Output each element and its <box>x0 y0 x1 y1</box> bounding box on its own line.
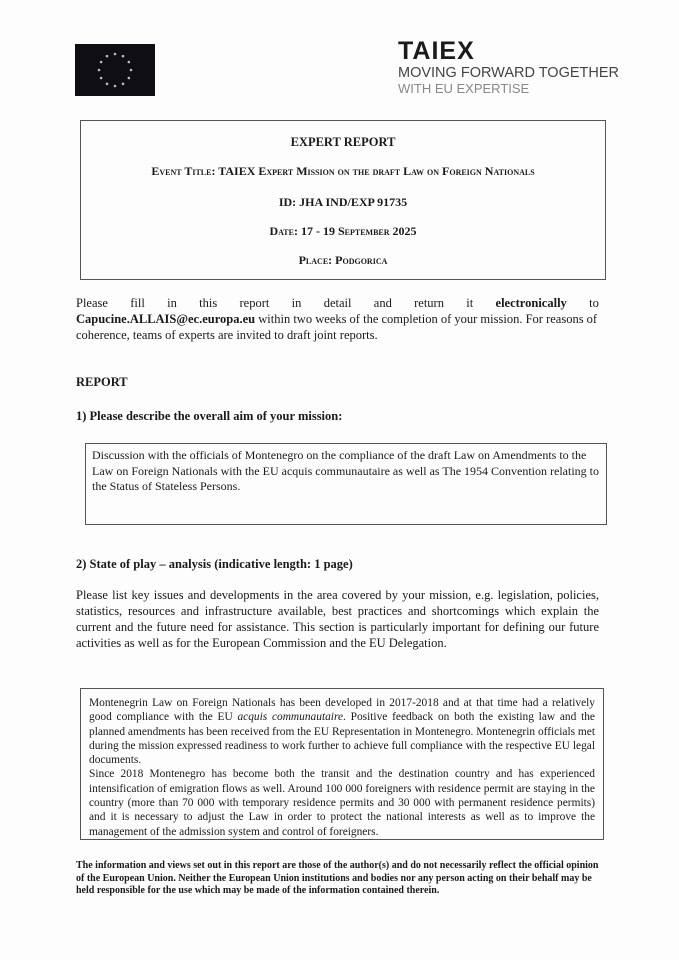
section2-answer-box <box>80 688 604 840</box>
event-title-label: Event Title: <box>151 164 216 178</box>
intro-word: this <box>199 296 218 310</box>
report-header-box <box>80 120 606 280</box>
intro-word: detail <box>323 296 352 310</box>
acquis-italic: acquis communautaire <box>237 711 344 724</box>
flag-star <box>100 61 103 64</box>
section2-answer-p2: Since 2018 Montenegro has become both the transit and the destination country and has experienced intensification of emigration flows as well. Around 100 000 foreigners with residence permit are staying in the country (more than 70 000 with temporary residence permits and 30 000 with permanent residence permits) and it is necessary to adjust the Law in order to protect the national interests as well as to improve the management of the admission system and control of foreigners. <box>89 768 595 838</box>
flag-star <box>106 55 109 58</box>
intro-first-line <box>76 295 599 311</box>
flag-star <box>122 83 125 86</box>
eu-flag-icon <box>75 44 155 96</box>
flag-star <box>130 69 133 72</box>
intro-word: to <box>589 296 599 310</box>
event-id: ID: JHA IND/EXP 91735 <box>278 195 408 209</box>
report-heading: REPORT <box>76 375 128 389</box>
intro-word: Please <box>76 296 108 310</box>
flag-star <box>114 85 117 88</box>
flag-star <box>106 83 109 86</box>
event-place-line <box>81 253 605 268</box>
date-value: 17 - 19 September 2025 <box>300 224 417 238</box>
section2-answer-p1: Montenegrin Law on Foreign Nationals has been developed in 2017-2018 and at that time had a relatively good compliance with the EU acquis communautaire. Positive feedback on both the existing law and the planned amendments has been received from the EU Representation in Montenegro. Montenegrin officials met during the mission expressed readiness to work further to achieve full compliance with the respective EU legal documents. <box>89 697 595 767</box>
flag-star <box>98 69 101 72</box>
section1-heading: 1) Please describe the overall aim of your mission: <box>76 409 343 423</box>
place-value: Podgorica <box>335 253 388 267</box>
place-label: Place: <box>298 253 333 267</box>
flag-star <box>128 77 131 80</box>
disclaimer: The information and views set out in this report are those of the author(s) and do not necessarily reflect the official opinion of the European Union. Neither the European Union institutions and bodies nor any person acting on their behalf may be held responsible for the use which may be made of the information contained therein. <box>76 860 599 896</box>
intro-word: in <box>167 296 177 310</box>
event-date-line <box>81 224 605 239</box>
intro-word: it <box>466 296 474 310</box>
event-title-value: TAIEX Expert Mission on the draft Law on Foreign Nationals <box>218 164 535 178</box>
intro-word: fill <box>130 296 145 310</box>
brand-tagline-2: WITH EU EXPERTISE <box>398 81 530 96</box>
flag-star <box>114 53 117 56</box>
intro-rest-text: within two weeks of the completion of your mission. For reasons of coherence, teams of experts are invited to draft joint reports. <box>76 312 598 342</box>
section1-answer: Discussion with the officials of Montenegro on the compliance of the draft Law on Amendments to the Law on Foreign Nationals with the EU acquis communautaire as well as The 1954 Convention relating to the Status of Stateless Persons. <box>92 448 599 493</box>
intro-rest <box>76 311 599 343</box>
intro-word: report <box>239 296 270 310</box>
brand-tagline-1: MOVING FORWARD TOGETHER <box>398 65 620 81</box>
brand-title: TAIEX <box>398 37 475 65</box>
intro-word: return <box>414 296 444 310</box>
taiex-logo <box>398 38 619 96</box>
contact-email[interactable]: Capucine.ALLAIS@ec.europa.eu <box>76 312 256 326</box>
flag-star <box>100 77 103 80</box>
date-label: Date: <box>269 224 298 238</box>
event-title-line <box>81 164 605 179</box>
intro-word: in <box>291 296 302 310</box>
report-title: EXPERT REPORT <box>290 135 396 149</box>
section2-heading: 2) State of play – analysis (indicative length: 1 page) <box>76 557 353 571</box>
section1-answer-box <box>85 443 607 525</box>
flag-star <box>122 55 125 58</box>
flag-star <box>128 61 131 64</box>
intro-paragraph <box>76 295 599 343</box>
intro-word: electronically <box>495 296 567 310</box>
section2-instructions: Please list key issues and developments in the area covered by your mission, e.g. legislation, policies, statistics, resources and infrastructure available, best practices and shortcomings which explain the current and the future need for assistance. This section is particularly important for defining our future activities as well as for the European Commission and the EU Delegation. <box>76 588 599 650</box>
intro-word: and <box>373 296 392 310</box>
